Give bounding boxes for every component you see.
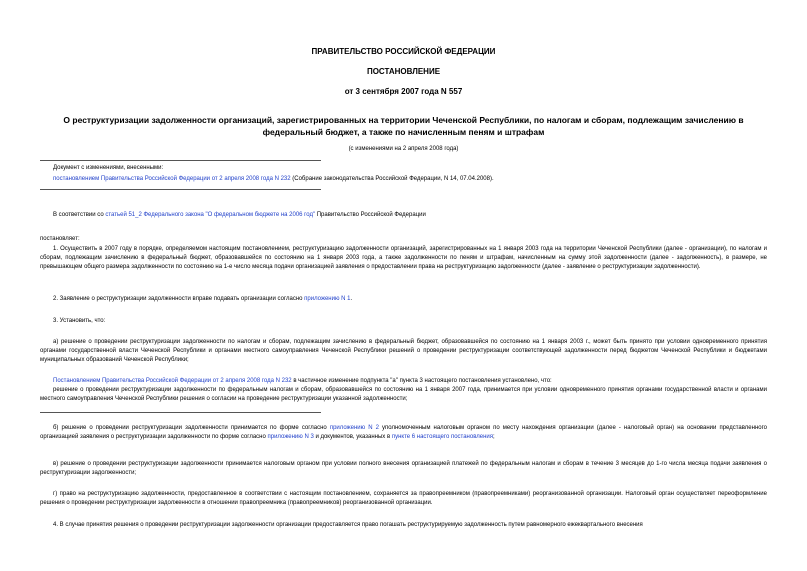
document-title: О реструктуризации задолженности организаций, зарегистрированных на территории Чеченской Республики, по налогам и сборам, подлежащим зачислению в федеральный бюджет, а также по начисленным пеням и штрафам bbox=[63, 115, 744, 137]
paragraph-3b-part4: ; bbox=[493, 434, 495, 440]
decree-word: постановляет: bbox=[40, 236, 80, 242]
paragraph-3a: а) решение о проведении реструктуризации задолженности по налогам и сборам, подлежащим зачислению в федеральный бюджет, образовавшейся по состоянию на 1 января 2003 г., может быть принято при условии одновременного принятия органами государственной власти Чеченской Республики и органами местного самоуправления Чеченской Республики решений о проведении реструктуризации соответствующей задолженности перед бюджетом Чеченской Республики и бюджетами муниципальных образований Чеченской Республики; bbox=[40, 339, 767, 363]
paragraph-3b bbox=[40, 424, 767, 442]
divider-bottom bbox=[40, 189, 321, 190]
change-note bbox=[53, 377, 767, 386]
paragraph-3b-part2: уполномоченным налоговым органом по месту нахождения организации (далее - налоговый орган) на основании представленного организацией заявления о реструктуризации задолженности по форме согласно bbox=[40, 425, 768, 440]
appendix-1-link[interactable]: приложению N 1 bbox=[304, 296, 351, 302]
paragraph-4: 4. В случае принятия решения о проведении реструктуризации задолженности организации предоставляется право погашать реструктурируемую задолженность путем равномерного ежеквартального внесения bbox=[53, 522, 643, 528]
change-note-intro: в частичное изменение подпункта "а" пункта 3 настоящего постановления установлено, что: bbox=[291, 378, 552, 384]
preamble bbox=[53, 211, 426, 220]
divider-note bbox=[40, 412, 321, 413]
amendment-source: (Собрание законодательства Российской Федерации, N 14, 07.04.2008). bbox=[290, 176, 494, 182]
doc-type-heading: ПОСТАНОВЛЕНИЕ bbox=[366, 67, 441, 76]
preamble-after: Правительство Российской Федерации bbox=[315, 212, 426, 218]
paragraph-3v: в) решение о проведении реструктуризации задолженности принимается налоговым органом при условии полного внесения организацией платежей по федеральным налогам и сборам в течение 3 месяцев до 1-го числа месяца подачи заявления о реструктуризации задолженности; bbox=[40, 461, 767, 476]
paragraph-3b-part1: б) решение о проведении реструктуризации задолженности принимается по форме согласно bbox=[53, 425, 330, 431]
appendix-3-link[interactable]: приложению N 3 bbox=[267, 434, 314, 440]
paragraph-2-text: 2. Заявление о реструктуризации задолженности вправе подавать организации согласно bbox=[53, 296, 305, 302]
paragraph-3g: г) право на реструктуризацию задолженности, предоставленное в соответствии с настоящим постановлением, сохраняется за правопреемником (правопреемниками) реорганизованной организации. Налоговый орган осуществляет переоформление решения о проведении реструктуризации задолженности в отношении правопреемника (правопреемников) реорганизованной организации. bbox=[40, 491, 767, 506]
government-heading: ПРАВИТЕЛЬСТВО РОССИЙСКОЙ ФЕДЕРАЦИИ bbox=[311, 47, 496, 56]
divider-top bbox=[40, 160, 321, 161]
amendments-line bbox=[53, 175, 494, 184]
preamble-before: В соответствии со bbox=[53, 212, 106, 218]
date-number-heading: от 3 сентября 2007 года N 557 bbox=[344, 87, 463, 96]
paragraph-3b-part3: и документов, указанных в bbox=[313, 434, 392, 440]
paragraph-2-end: . bbox=[350, 296, 353, 302]
revision-note: (с изменениями на 2 апреля 2008 года) bbox=[348, 146, 459, 152]
point-6-link[interactable]: пункте 6 настоящего постановления bbox=[391, 434, 494, 440]
amendments-intro: Документ с изменениями, внесенными: bbox=[53, 165, 164, 171]
change-note-link[interactable]: Постановлением Правительства Российской Федерации от 2 апреля 2008 года N 232 bbox=[53, 378, 292, 384]
federal-law-link[interactable]: статьей 51_2 Федерального закона "О федеральном бюджете на 2006 год" bbox=[105, 212, 316, 218]
paragraph-2 bbox=[53, 295, 352, 304]
appendix-2-link[interactable]: приложению N 2 bbox=[329, 425, 379, 431]
change-note-body: решение о проведении реструктуризации задолженности по федеральным налогам и сборам, образовавшейся по состоянию на 1 января 2007 года, принимается при условии одновременного принятия органами государственной власти и органами местного самоуправления Чеченской Республики решения о согласии на проведение реструктуризации указанной задолженности; bbox=[40, 387, 767, 402]
paragraph-1: 1. Осуществить в 2007 году в порядке, определяемом настоящим постановлением, реструктуризацию задолженности организаций, зарегистрированных на 1 января 2003 года на территории Чеченской Республики (далее - организации), по налогам и сборам, подлежащим зачислению в федеральный бюджет, образовавшейся по состоянию на 1 января 2003 года, а также задолженности по пеням и штрафам, начисленным на сумму этой задолженности (далее - задолженность), в размере, не превышающем общего размера задолженности по состоянию на 1-е число месяца подачи организацией заявления о предоставлении права на реструктуризацию задолженности (далее - заявление о реструктуризации задолженности). bbox=[40, 246, 767, 270]
amendment-link[interactable]: постановлением Правительства Российской Федерации от 2 апреля 2008 года N 232 bbox=[53, 176, 291, 182]
paragraph-3: 3. Установить, что: bbox=[53, 318, 106, 324]
